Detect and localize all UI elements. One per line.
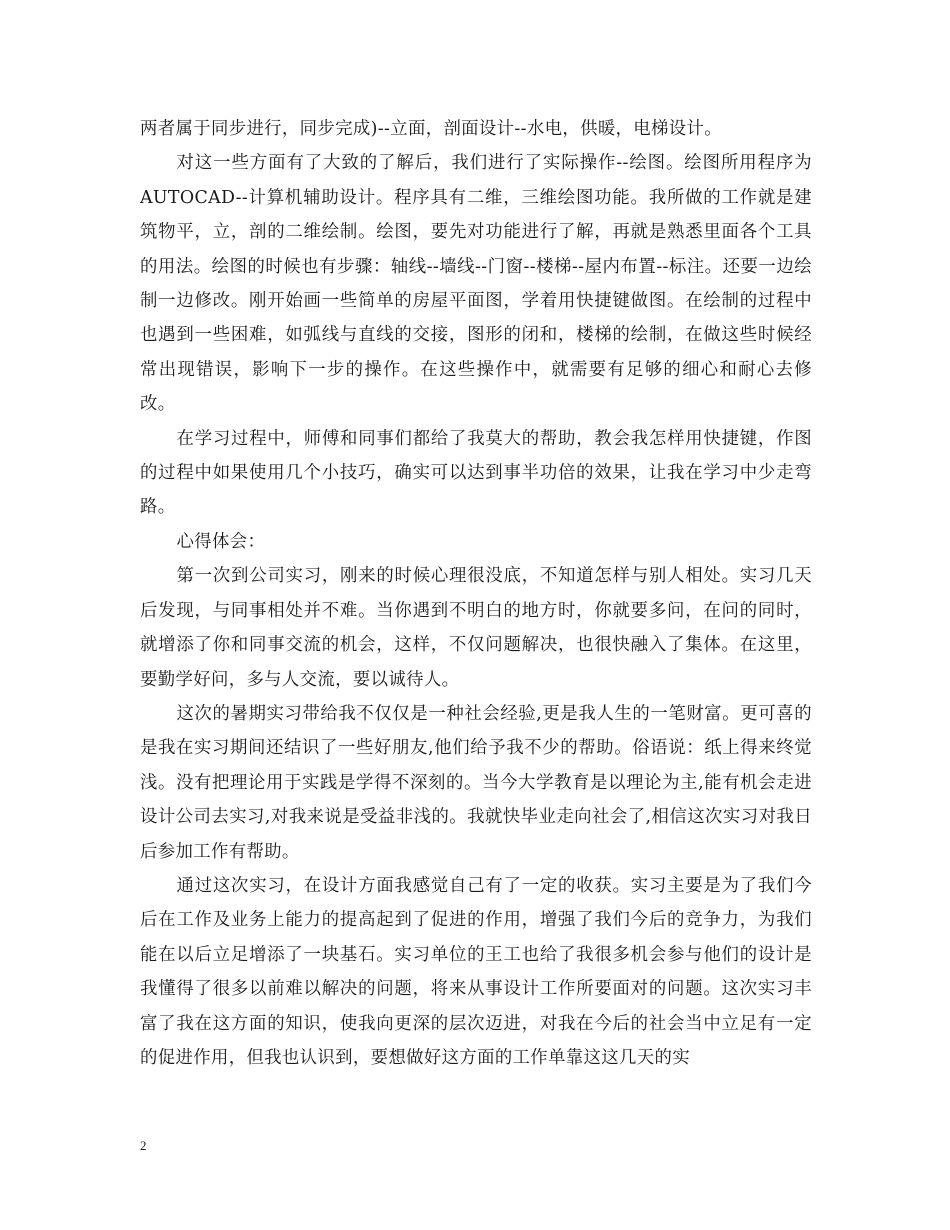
paragraph-first-internship: 第一次到公司实习，刚来的时候心理很没底，不知道怎样与别人相处。实习几天后发现，与同事相处并不难。当你遇到不明白的地方时，你就要多问，在问的同时，就增添了你和同事交流的机会，这样，不仅问题解决，也很快融入了集体。在这里，要勤学好问，多与人交流，要以诚待人。 xyxy=(140,566,812,690)
section-heading-reflections: 心得体会： xyxy=(176,531,266,552)
document-body xyxy=(140,112,812,1075)
paragraph-summer-experience: 这次的暑期实习带给我不仅仅是一种社会经验,更是我人生的一笔财富。更可喜的是我在实习期间还结识了一些好朋友,他们给予我不少的帮助。俗语说：纸上得来终觉浅。没有把理论用于实践是学得不深刻的。当今大学教育是以理论为主,能有机会走进设计公司去实习,对我来说是受益非浅的。我就快毕业走向社会了,相信这次实习对我日后参加工作有帮助。 xyxy=(140,703,812,862)
paragraph-autocad-drawing: 对这一些方面有了大致的了解后，我们进行了实际操作--绘图。绘图所用程序为AUTOCAD--计算机辅助设计。程序具有二维，三维绘图功能。我所做的工作就是建筑物平，立，剖的二维绘制。绘图，要先对功能进行了解，再就是熟悉里面各个工具的用法。绘图的时候也有步骤：轴线--墙线--门窗--楼梯--屋内布置--标注。还要一边绘制一边修改。刚开始画一些简单的房屋平面图，学着用快捷键做图。在绘制的过程中也遇到一些困难，如弧线与直线的交接，图形的闭和，楼梯的绘制，在做这些时候经常出现错误，影响下一步的操作。在这些操作中，就需要有足够的细心和耐心去修改。 xyxy=(140,153,812,415)
paragraph-continuation: 两者属于同步进行，同步完成)--立面，剖面设计--水电，供暖，电梯设计。 xyxy=(140,119,723,139)
paragraph-design-gains: 通过这次实习，在设计方面我感觉自己有了一定的收获。实习主要是为了我们今后在工作及业务上能力的提高起到了促进的作用，增强了我们今后的竞争力，为我们能在以后立足增添了一块基石。实习单位的王工也给了我很多机会参与他们的设计是我懂得了很多以前难以解决的问题，将来从事设计工作所要面对的问题。这次实习丰富了我在这方面的知识，使我向更深的层次迈进，对我在今后的社会当中立足有一定的促进作用，但我也认识到，要想做好这方面的工作单靠这这几天的实 xyxy=(140,875,812,1068)
page-number: 2 xyxy=(140,1138,147,1153)
paragraph-mentor-help: 在学习过程中，师傅和同事们都给了我莫大的帮助，教会我怎样用快捷键，作图的过程中如果使用几个小技巧，确实可以达到事半功倍的效果，让我在学习中少走弯路。 xyxy=(140,428,812,518)
